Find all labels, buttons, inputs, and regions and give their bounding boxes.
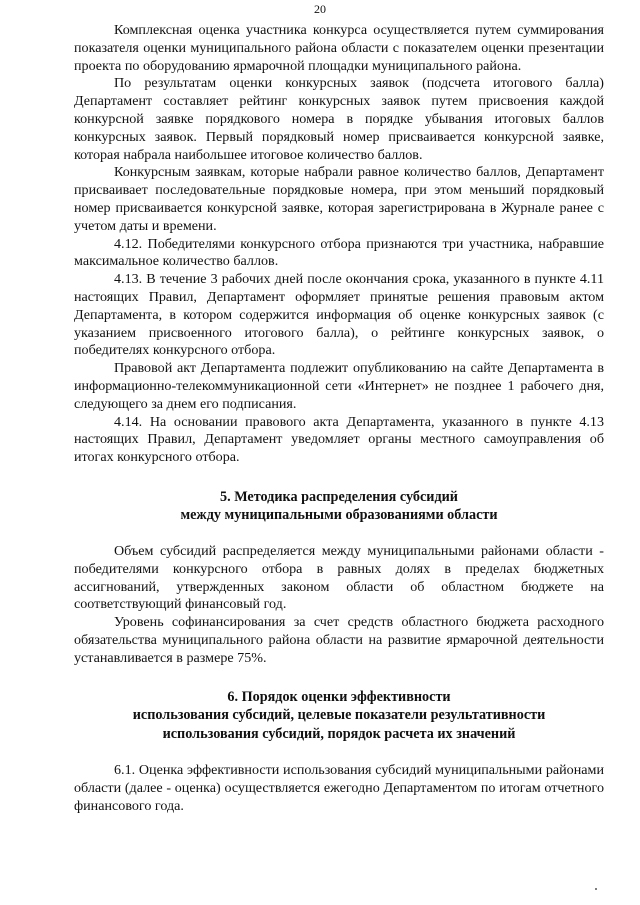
page-number: 20: [314, 2, 326, 16]
scan-speck: [595, 888, 597, 890]
section-6-heading-line-2: использования субсидий, целевые показатели результативности: [132, 707, 546, 723]
section-5-heading-line-2: между муниципальными образованиями области: [180, 507, 498, 524]
paragraph-complex-assessment: Комплексная оценка участника конкурса осуществляется путем суммирования показателя оценки муниципального района области с показателем оценки презентации проекта по оборудованию ярмарочной площадки муниципального района.: [74, 22, 604, 74]
section-6-heading-line-1: 6. Порядок оценки эффективности: [227, 688, 451, 705]
paragraph-4-12: 4.12. Победителями конкурсного отбора признаются три участника, набравшие максимальное количество баллов.: [74, 235, 604, 270]
paragraph-subsidy-volume: Объем субсидий распределяется между муниципальными районами области - победителями конкурсного отбора в равных долях в пределах бюджетных ассигнований, утвержденных законом области об областном бюджете на соответствующий финансовый год.: [74, 542, 604, 613]
section-5-heading-line-1: 5. Методика распределения субсидий: [220, 488, 458, 505]
paragraph-publication: Правовой акт Департамента подлежит опубликованию на сайте Департамента в информационно-телекоммуникационной сети «Интернет» не позднее 1 рабочего дня, следующего за днем его подписания.: [74, 360, 604, 412]
section-6-heading: [74, 688, 604, 744]
section-5-heading: [74, 488, 604, 525]
paragraph-4-14: 4.14. На основании правового акта Департамента, указанного в пункте 4.13 настоящих Правил, Департамент уведомляет органы местного самоуправления об итогах конкурсного отбора.: [74, 413, 604, 466]
paragraph-equal-scores: Конкурсным заявкам, которые набрали равное количество баллов, Департамент присваивает последовательные порядковые номера, при этом меньший порядковый номер присваивается конкурсной заявке, которая зарегистрирована в Журнале ранее с учетом даты и времени.: [74, 164, 604, 234]
document-body: [74, 22, 604, 815]
paragraph-6-1: 6.1. Оценка эффективности использования субсидий муниципальными районами области (далее - оценка) осуществляется ежегодно Департаментом по итогам отчетного финансового года.: [74, 762, 604, 814]
section-6-heading-line-3: использования субсидий, порядок расчета их значений: [162, 725, 516, 742]
paragraph-cofinancing-level: Уровень софинансирования за счет средств областного бюджета расходного обязательства муниципального района области на развитие ярмарочной деятельности устанавливается в размере 75%.: [74, 614, 604, 666]
paragraph-rating: По результатам оценки конкурсных заявок (подсчета итогового балла) Департамент составляет рейтинг конкурсных заявок путем присвоения каждой конкурсной заявке порядкового номера в порядке убывания итоговых баллов конкурсных заявок. Первый порядковый номер присваивается конкурсной заявке, которая набрала наибольшее итоговое количество баллов.: [74, 75, 604, 163]
paragraph-4-13: 4.13. В течение 3 рабочих дней после окончания срока, указанного в пункте 4.11 настоящих Правил, Департамент оформляет принятые решения правовым актом Департамента, в котором содержится информация об оценке конкурсных заявок (с указанием присвоенного итогового балла), о рейтинге конкурсных заявок, о победителях конкурсного отбора.: [74, 271, 604, 359]
